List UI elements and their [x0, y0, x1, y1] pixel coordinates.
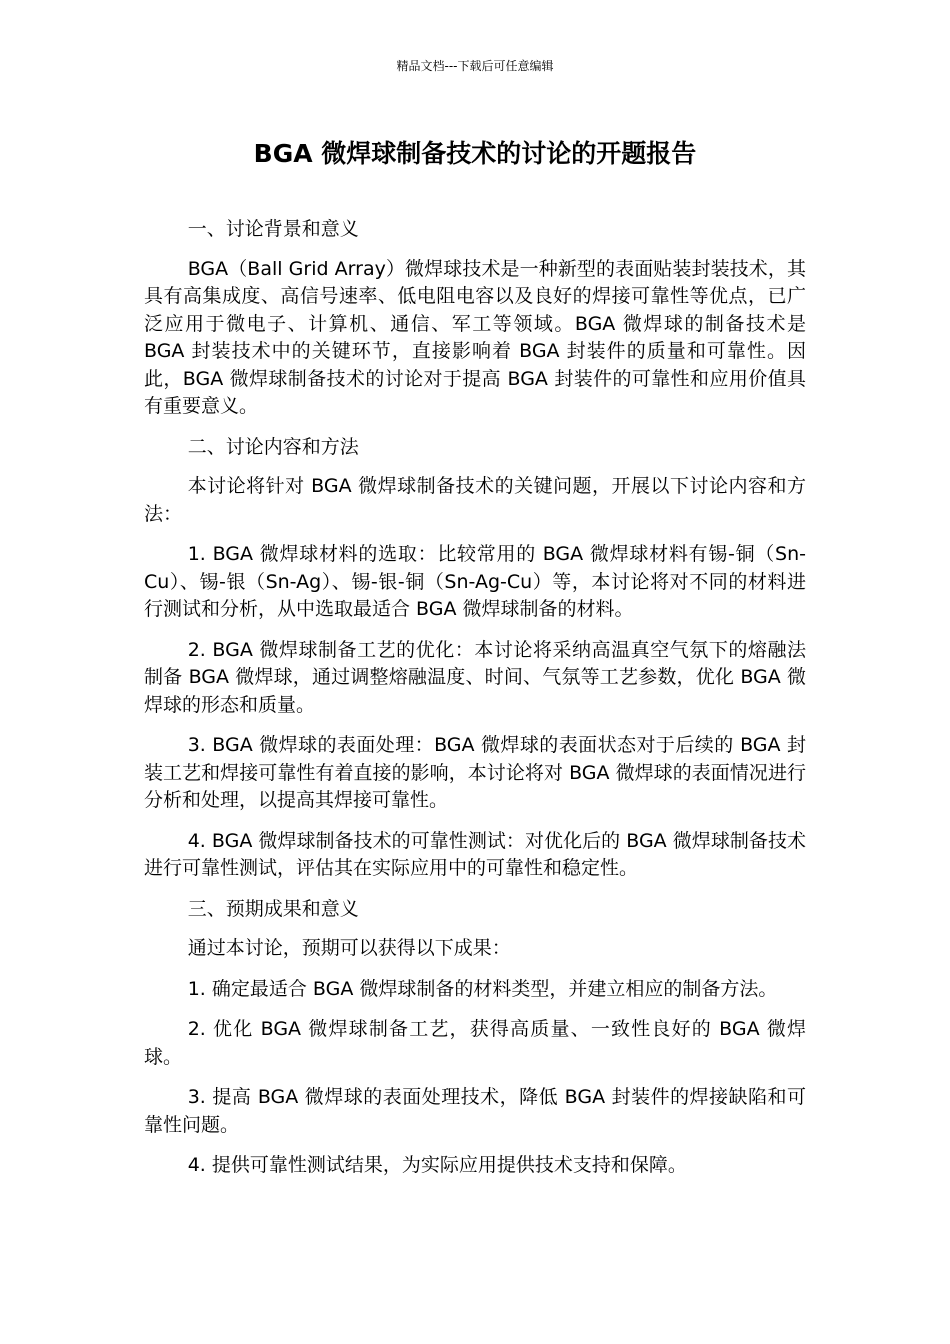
section-heading-expected-results: 三、预期成果和意义: [187, 897, 359, 920]
document-title: BGA 微焊球制备技术的讨论的开题报告: [253, 139, 697, 168]
page-header: 精品文档---下载后可任意编辑: [396, 59, 554, 73]
section-heading-background: 一、讨论背景和意义: [187, 218, 359, 240]
paragraph-background: BGA（Ball Grid Array）微焊球技术是一种新型的表面贴装封装技术，其具有高集成度、高信号速率、低电阻电容以及良好的焊接可靠性等优点，已广泛应用于微电子、计算机、通信、军工等领域。BGA 微焊球的制备技术是 BGA 封装技术中的关键环节，直接影响着 BGA 封装件的质量和可靠性。因此，BGA 微焊球制备技术的讨论对于提高 BGA 封装件的可靠性和应用价值具有重要意义。: [144, 257, 806, 417]
document-body: [144, 216, 806, 1193]
list-item-process-optimization: 2. BGA 微焊球制备工艺的优化：本讨论将采纳高温真空气氛下的熔融法制备 BGA 微焊球，通过调整熔融温度、时间、气氛等工艺参数，优化 BGA 微焊球的形态和质量。: [144, 638, 806, 716]
list-item-result-material: 1. 确定最适合 BGA 微焊球制备的材料类型，并建立相应的制备方法。: [187, 977, 778, 1000]
list-item-reliability-test: 4. BGA 微焊球制备技术的可靠性测试：对优化后的 BGA 微焊球制备技术进行可靠性测试，评估其在实际应用中的可靠性和稳定性。: [144, 829, 806, 879]
paragraph-content-intro: 本讨论将针对 BGA 微焊球制备技术的关键问题，开展以下讨论内容和方法：: [144, 475, 806, 525]
list-item-result-process: 2. 优化 BGA 微焊球制备工艺，获得高质量、一致性良好的 BGA 微焊球。: [144, 1018, 806, 1068]
list-item-result-surface: 3. 提高 BGA 微焊球的表面处理技术，降低 BGA 封装件的焊接缺陷和可靠性问题。: [144, 1086, 806, 1136]
section-heading-content-methods: 二、讨论内容和方法: [187, 435, 359, 458]
paragraph-results-intro: 通过本讨论，预期可以获得以下成果：: [187, 937, 511, 959]
list-item-result-testing: 4. 提供可靠性测试结果，为实际应用提供技术支持和保障。: [187, 1154, 687, 1176]
list-item-material-selection: 1. BGA 微焊球材料的选取：比较常用的 BGA 微焊球材料有锡-铜（Sn-Cu）、锡-银（Sn-Ag）、锡-银-铜（Sn-Ag-Cu）等，本讨论将对不同的材料进行测试和分析，从中选取最适合 BGA 微焊球制备的材料。: [144, 543, 806, 620]
list-item-surface-treatment: 3. BGA 微焊球的表面处理：BGA 微焊球的表面状态对于后续的 BGA 封装工艺和焊接可靠性有着直接的影响，本讨论将对 BGA 微焊球的表面情况进行分析和处理，以提高其焊接可靠性。: [144, 734, 806, 811]
